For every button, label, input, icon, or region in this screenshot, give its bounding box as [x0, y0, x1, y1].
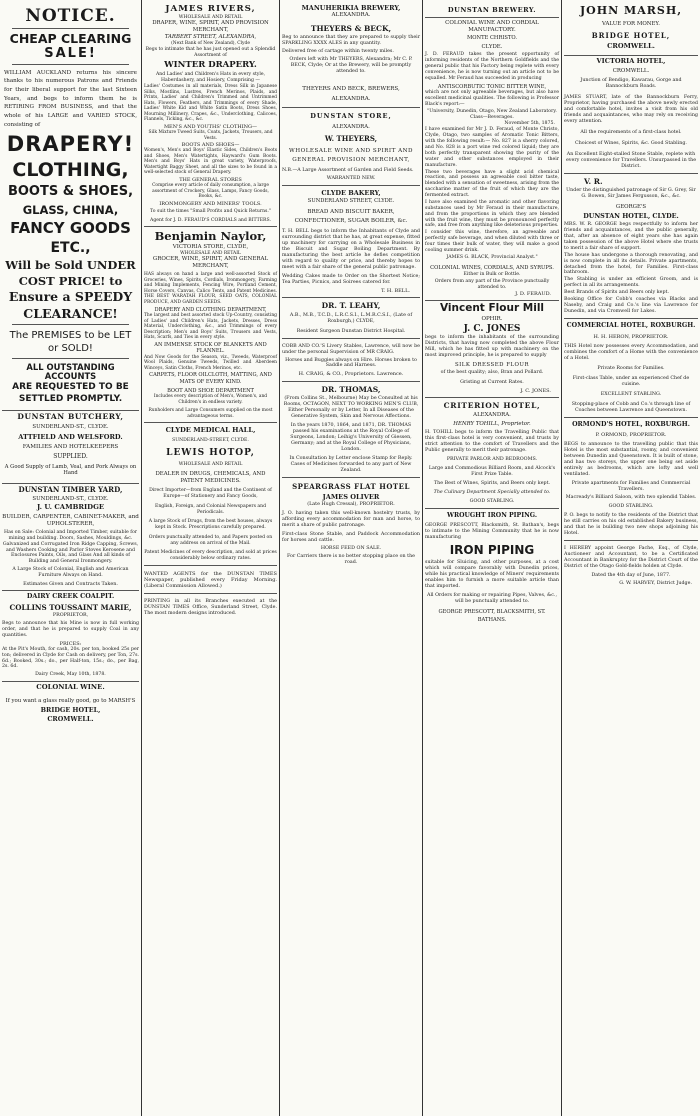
harvey-body: I HEREBY appoint George Fache, Esq., of Clyde, Auctioneer and Accountant, to be a Certificated Accountant in Bankruptcy for the District Court of the District of the Otago Gold-fields holden at Clyde. [564, 546, 698, 570]
rivers-address-2: (Next Bank of New Zealand), Clyde [171, 40, 250, 46]
flour-mill-town: OPHIR. [481, 315, 503, 322]
brewery-title: MANUHERIKIA BREWERY, [301, 4, 401, 12]
thomas-body: (From Collins St., Melbourne) May be Consulted at his Rooms, OCTAGON, NEXT TO WORKING MEN'S CLUB, Either Personally or by Letter, In all Diseases of the Generative System, Skin and Nervous Affections. [283, 395, 419, 419]
hotop-trade: DEALER IN DRUGS, CHEMICALS, AND PATENT MEDICINES. [155, 470, 266, 484]
brewery-town: ALEXANDRA. [331, 12, 371, 19]
naylor-name: Benjamin Naylor, [154, 229, 267, 244]
dr-thomas-ad [282, 382, 420, 478]
mens-heading: MEN'S AND YOUTHS' CLOTHING— [163, 123, 258, 130]
speargrass-carriers: For Carriers there is no better stopping place on the road. [286, 553, 415, 565]
cordial-body: J. D. FERAUD takes the present opportunity of informing residents of the Northern Goldfields and the general public that his Factory being replete with every convenience, he is now turning out an article not to be equalled. Mr Feraud has succeeded in producing [425, 52, 559, 81]
ormond-private: Private apartments for Families and Commercial Travellers. [571, 480, 691, 492]
criterion-title: CRITERION HOTEL, [443, 401, 541, 411]
criterion-billiards: Large and Commodious Billiard Room, and Alcock's First Prize Table. [428, 465, 556, 477]
marsh-name: JOHN MARSH, [579, 4, 683, 17]
naylor-store: VICTORIA STORE, CLYDE, [172, 243, 249, 250]
criterion-town: ALEXANDRA. [473, 412, 511, 419]
dunstan-brewery-title: DUNSTAN BREWERY. [447, 6, 537, 14]
agents-wanted-ad [144, 566, 277, 594]
jones-signature: J. C. JONES. [520, 387, 551, 394]
harvey-date: Dated the 4th day of June, 1877. [591, 573, 671, 579]
jones-body: begs to inform the inhabitants of the surrounding Districts, that having now completed the above Flour Mill, which he has fitted up with machinery on the most improved principle, he is prepared to supply [425, 335, 559, 359]
sold-line-3: Ensure a SPEEDY [8, 289, 133, 305]
naylor-body: HAS always on hand a large and well-assorted Stock of Groceries, Wines, Spirits, Cordials, Ironmongery, Farming and Mining Implements, Fencing Wire, Portland Cement, Horse Covers, Canvas, Calico Tents, and Patent Medicines. THE BEST WARATAH FLOUR, SEED OATS, COLONIAL PRODUCE, AND GARDEN SEEDS. [144, 272, 277, 305]
commercial-stabling: EXCELLENT STABLING. [600, 391, 662, 397]
hotop-orders: Orders punctually attended to, and Papers posted on any address on arrival of the Mail. [148, 534, 273, 546]
george-body-2: The house has undergone a thorough renovating, and is now complete in all its details. Private apartments, detached from the hotel, for Families. First-class bathroom. [564, 252, 698, 276]
cordial-address: MONTE CHRISTO. [466, 35, 518, 41]
butchery-supplied: SUPPLIED. [53, 453, 88, 461]
thomas-consult: In Consultation by Letter enclose Stamp for Reply. Cases of Medicines forwarded to any part of New Zealand. [289, 455, 413, 473]
dunstan-store-ad [282, 108, 420, 185]
vr-mark: V. R. [584, 176, 603, 186]
sold-line-2: COST PRICE! to [18, 273, 123, 288]
coalpit-owner: COLLINS TOUSSAINT MARIE, [9, 603, 132, 613]
boots-body: Women's, Men's and Boys' Elastic Sides, Children's Boots and Shoes, Men's Watertights, Hayward's Gum Boots. Men's and Boys' Hats in great variety, Waterproofs, Watertight Baggy Sheet, and all the sizes to be found in a well-selected stock of General Drapery. [144, 148, 277, 176]
theyers-beck-name: THEYERS & BECK, [310, 24, 392, 34]
ormond-hotel-ad [564, 418, 698, 541]
butchery-address: SUNDERLAND-ST., CLYDE. [32, 424, 109, 431]
boots-shoes-heading: BOOTS & SHOES, [7, 184, 134, 200]
university-class: Class—Beverages. [470, 114, 514, 120]
antiscorbutic-body: which are not only agreeable beverages, but also have excellent medicinal qualities. The following is Professor Black's report:— [425, 90, 559, 107]
rivers-intro: Begs to intimate that he has just opened out a Splendid Assortment of [145, 47, 276, 58]
winter-drapery-heading: WINTER DRAPERY. [164, 59, 257, 70]
hotop-name: LEWIS HOTOP, [166, 448, 255, 459]
accounts-line-1: ALL OUTSTANDING ACCOUNTS [26, 361, 115, 382]
general-stores-body: Comprise every article of daily consumption, a large assortment of Crockery, Glass, Lamps, Fancy Goods, Books, &c. [152, 183, 269, 200]
iron-piping-heading: IRON PIPING [449, 542, 535, 557]
cobb-signature: H. CRAIG, & CO., Proprietors. Lawrence. [298, 371, 404, 378]
column-3 [280, 0, 422, 1116]
thomas-name: DR. THOMAS, [321, 384, 381, 394]
wine-hotel: BRIDGE HOTEL, [40, 706, 101, 715]
victoria-junction: Junction of Bendigo, Kawarau, Gorge and Bannockburn Roads. [580, 77, 682, 89]
clothing-heading: CLOTHING, [12, 159, 129, 182]
victoria-hotel-ad [564, 56, 698, 174]
manuherikia-brewery-ad [282, 3, 420, 108]
university-report-4: I consider this wine, therefore, an agreeable and perfectly safe beverage, and when diluted with three or four times their bulk of water, they will make a good cooling summer drink. [425, 230, 559, 253]
colonial-wine-ad [2, 682, 139, 726]
victoria-town: CROMWELL. [612, 68, 650, 75]
iron-piping-body: suitable for Sluicing, and other purposes, at a cost which will compare favorably with Dunedin prices, while his practical knowledge of Miners' requirements enables him to furnish a more suitable article than that imported. [425, 559, 559, 589]
timber-title: DUNSTAN TIMBER YARD, [18, 484, 123, 494]
speargrass-name: JAMES OLIVER [322, 493, 380, 502]
sale-heading: SALE! [44, 46, 97, 62]
commercial-title: COMMERCIAL HOTEL, ROXBURGH. [566, 322, 696, 330]
ormond-bakery: P. O. begs to notify to the residents of the District that he still carries on his old established Bakery business, and that he is building two new shops adjoining his Hotel. [564, 513, 698, 537]
ironmongery-heading: IRONMONGERY AND MINERS' TOOLS. [159, 200, 262, 207]
province-orders: Orders from any part of the Province punctually attended to. [434, 279, 550, 290]
rivers-sub: And Ladies' and Children's Hats in every style, Haberdashery, and Hosiery, Comprising — [155, 71, 266, 83]
vincent-flour-mill-ad [425, 301, 559, 398]
marsh-value: VALUE FOR MONEY. [602, 21, 660, 28]
commercial-body: THIS Hotel now possesses every Accommodation, and combines the comfort of a Home with the convenience of a Hotel. [564, 344, 698, 362]
ormond-proprietor: P. ORMOND, PROPRIETOR. [595, 432, 667, 439]
dunstan-store-warranted: WARRANTED NEW. [326, 175, 376, 181]
dunstan-store-seeds: N.B.—A Large Assortment of Garden and Field Seeds. [282, 167, 414, 173]
fancy-goods-heading: FANCY GOODS [10, 219, 131, 238]
runholders-note: Runholders and Large Consumers supplied on the most advantageous terms. [148, 408, 273, 419]
cobb-body: COBB AND CO.'S Livery Stables, Lawrence, will now be under the personal Supervision of MR CRAIG. [282, 343, 420, 355]
coalpit-body: Begs to announce that his Mine is now in full working order, and that he is prepared to supply Coal in any quantities. [2, 620, 139, 638]
cobb-livery-ad [282, 339, 420, 382]
etc-heading: ETC., [50, 239, 91, 256]
george-brands: Best Brands of Spirits and Beers only kept. [564, 290, 669, 296]
rivers-body: Ladies' Costumes in all materials, Dress Silk in Japanese Silks, Mostlins, Lustres, French Merinos, Plaids, and Prints, Ladies' and Children's Trimmed and Untrimmed Hats, Flowers, Feathers, and Trimmings of every Shade, Ladies' White Kid and White Satin Boots, Dress Shoes, Mourning Millinery, Crapes, &c., Underclothing, Calicoes, Flannels, Ticking, &c., &c. [144, 84, 277, 123]
stuart-body: JAMES STUART, late of the Bannockburn Ferry, Proprietor, having purchased the above newly erected and comfortable hotel, invites a visit from his old friends and acquaintances, who may rely on receiving every attention. [564, 94, 698, 124]
commercial-hotel-ad [564, 319, 698, 418]
naylor-ad [144, 227, 277, 423]
leahy-surgeon: Resident Surgeon Dunstan District Hospital. [296, 328, 406, 334]
glass-china-heading: GLASS, CHINA, [22, 202, 119, 217]
dunstan-store-town: ALEXANDRA. [332, 124, 370, 131]
criterion-hotel-ad [425, 398, 559, 509]
speargrass-feed: HORSE FEED ON SALE. [320, 545, 382, 551]
column-1 [0, 0, 141, 1116]
criterion-proprietor: HENRY TOHILL, Proprietor. [453, 421, 531, 428]
mens-body: Silk Mixture Tweed Suits, Coats, Jackets, Trousers, and Vests. [148, 130, 273, 141]
iron-piping-orders: All Orders for making or repairing Pipes, Valves, &c., will be punctually attended to. [427, 592, 557, 604]
coalpit-title: DAIRY CREEK COALPIT. [26, 592, 115, 601]
dunstan-brewery-ad [425, 3, 559, 18]
speargrass-stable: First-class Stone Stable, and Paddock Accommodation for horses and cattle. [282, 531, 420, 543]
dunstan-hotel-title: DUNSTAN HOTEL, CLYDE. [583, 211, 679, 220]
boot-dept-heading: BOOT AND SHOE DEPARTMENT [167, 387, 254, 394]
butchery-title: DUNSTAN BUTCHERY, [17, 412, 124, 422]
medical-hall-address: SUNDERLAND-STREET, CLYDE. [172, 437, 249, 443]
prescott-body: GEORGE PRESCOTT, Blacksmith, St. Bathan's, begs to intimate to the Mining Community that he is now manufacturing [425, 522, 559, 540]
dr-leahy-ad [282, 298, 420, 338]
printing-ad [144, 594, 277, 620]
timber-body: Has on Sale: Colonial and Imported Timber, suitable for mining and building. Doors, Sashes, Mouldings, &c. Galvanized and Corrugated Iron Ridge Capping, Screws, and Washers Cooking and Parlor Stoves Kerosene and Enclosures Paints, Oils, and Glass And all kinds of Building and General Ironmongery. [2, 529, 139, 565]
university-report-3: I have also examined the aromatic and other flavoring substances used by Mr Feraud in their manufacture, and from the proportions in which they are blended with the fruit wine, they must be pronounced perfectly safe, and free from anything like deleterious properties. [425, 199, 559, 229]
hotop-patent: Patent Medicines of every description, and sold at prices considerably below ordinary rates. [144, 550, 277, 562]
theyers-beck-orders: Orders left with Mr THEYERS, Alexandra; Mr C. P. BECK, Clyde; Or at the Brewery, will be promptly attended to. [289, 57, 413, 75]
coalpit-proprietor: PROPRIETOR, [52, 612, 89, 618]
coalpit-date: Dairy Creek, May 10th, 1878. [35, 672, 106, 678]
ormond-billiards: Macready's Billiard Saloon, with two splendid Tables. [565, 495, 697, 501]
criterion-parlor: PRIVATE PARLOR AND BEDROOMS. [446, 456, 538, 462]
ormond-stabling: GOOD STABLING. [608, 504, 654, 510]
drapery-heading: DRAPERY! [6, 132, 135, 157]
silk-dressed-flour: SILK DRESSED FLOUR [454, 362, 530, 369]
butchery-families: FAMILIES AND HOTELKEEPERS [22, 444, 119, 451]
agents-wanted-body: WANTED AGENTS for the DUNSTAN TIMES Newspaper, published every Friday Morning. (Liberal Commission Allowed.) [144, 570, 277, 590]
feraud-cordial-ad [425, 18, 559, 301]
general-stores-heading: THE GENERAL STORES [179, 176, 242, 183]
timber-trade: BUILDER, CARPENTER, CABINET-MAKER, and UPHOLSTERER, [2, 513, 139, 527]
john-marsh-ad [564, 3, 698, 56]
dunstan-butchery-ad [2, 411, 139, 484]
jones-name: J. C. JONES [463, 324, 521, 335]
ormond-body: BEGS to announce to the travelling public that this Hotel is the most substantial, roomy, and convenient between Dunedin and Queenstown. It is built of stone, and has two storeys, the upper one being set aside entirely as bedrooms, which are lofty and well ventilated. [564, 441, 698, 477]
gristing-rates: Gristing at Current Rates. [460, 379, 524, 385]
thomas-body-2: In the years 1870, 1864, and 1871, DR. THOMAS passed his examinations at the Royal College of Surgeons, London; Leihig's University of Giessen, Germany; and at the Royal College of Physicians, London. [290, 422, 412, 452]
w-theyers-trade: WHOLESALE WINE AND SPIRIT AND GENERAL PROVISION MERCHANT, [288, 147, 414, 163]
auckland-notice-ad [2, 3, 139, 411]
dunstan-hotel-ad [564, 174, 698, 320]
bakery-body: T. H. BELL begs to inform the Inhabitants of Clyde and surrounding district that he has, at great expense, fitted up machinery for carrying on a Wholesale Business in the Biscuit and Sugar Boiling Department. By manufacturing the best article he defies competition with regard to quality or price, and thereby hopes to meet with a fair share of the general public patronage. [282, 229, 420, 271]
harvey-notice-ad [564, 541, 698, 590]
wrought-iron-title: WROUGHT IRON PIPING. [447, 511, 537, 519]
george-body-3: The Stabling is under an efficient Groom, and is perfect in all its arrangements. [564, 277, 698, 289]
drapery-dept-body: The largest and best assorted stock Up-Country, consisting of Ladies' and Children's Hats, Jackets, Dresses, Dress Material, Underclothing, &c., and Trimmings of every Description; Men's and Boys' Suits, Trousers and Vests, Hats, Scarfs, and Ties in every style. [144, 313, 277, 341]
medical-hall-title: CLYDE MEDICAL HALL, [165, 426, 256, 435]
bakery-trade: BREAD AND BISCUIT BAKER, CONFECTIONER, SUGAR BOILER, &c. [294, 209, 408, 225]
wine-body: If you want a glass really good, go to MARSH'S [5, 697, 136, 704]
georges-label: GEORGE'S [615, 203, 647, 210]
column-5 [562, 0, 700, 1116]
flour-mill-title: Vincent Flour Mill [439, 302, 545, 314]
blankets-heading: AN IMMENSE STOCK OF BLANKETS AND FLANNEL. [154, 341, 267, 355]
timber-body-2: A Large Stock of Colonial, English and American Furniture Always on Hand. [12, 567, 129, 579]
butchery-names: ATTFIELD AND WELSFORD. [18, 433, 123, 442]
hotop-drugs: A large Stock of Drugs, from the best houses, always kept in Stock. Prescriptions carefully prepared. [148, 519, 273, 531]
coalpit-ad [2, 591, 139, 682]
rivers-suit-times: To suit the times "Small Profits and Quick Returns." [150, 208, 271, 214]
wine-title: COLONIAL WINE. [36, 683, 105, 692]
marsh-town: CROMWELL. [607, 41, 655, 50]
sold-line-1: Will be Sold UNDER [5, 258, 136, 273]
carpets-heading: CARPETS, FLOOR OILCLOTH, MATTING, AND MATS OF EVERY KIND. [149, 372, 272, 385]
bulk-or-bottle: Either in Bulk or Bottle. [463, 272, 521, 278]
feraud-signature: J. D. FERAUD. [515, 290, 551, 297]
george-coaches: Booking Office for Cobb's coaches via Blacks and Naseby, and Craig and Co.'s line via Lawrence for Dunedin, and via Cromwell for Lakes. [564, 297, 698, 315]
naylor-trade: GROCER, WINE, SPIRIT, AND GENERAL MERCHANT, [152, 256, 269, 270]
leahy-qualifications: A.B., M.B., T.C.D., L.R.C.S.I., L.M.R.C.S.I., (Late of Roxburgh,) CLYDE, [289, 312, 413, 324]
accounts-line-3: SETTLED PROMPTLY. [18, 394, 123, 405]
theyers-beck-delivery: Delivered free of cartage within twenty miles. [282, 49, 394, 55]
leahy-name: DR. T. LEAHY, [321, 301, 381, 311]
notice-heading: NOTICE. [25, 6, 116, 26]
cordial-title: COLONIAL WINE AND CORDIAL MANUFACTORY. [445, 20, 539, 34]
victoria-requirements: All the requirements of a first-class hotel. [580, 129, 682, 135]
theyers-beck-signature: THEYERS AND BECK, BREWERS, ALEXANDRA. [302, 86, 400, 102]
premises-line-1: The PREMISES to be LET [9, 329, 132, 341]
premises-line-2: or SOLD! [48, 342, 93, 354]
criterion-best: The Best of Wines, Spirits, and Beers only kept. [433, 480, 551, 486]
rivers-agent: Agent for J. D. FERAUD'S CORDIALS and BITTERS. [150, 217, 271, 223]
silk-dressed-body: of the best quality; also, Bran and Pollard. [440, 370, 544, 375]
criterion-culinary: The Culinary Department Specially attended to. [433, 489, 551, 495]
new-goods-body: And Now Goods for the Season, viz., Tweeds, Waterproof Wool Plaids, Genuine Tweeds, Twilled and Aberdeen Winceys, Satin Cloths, French Merinos, etc. [144, 354, 277, 371]
clyde-bakery-ad [282, 186, 420, 299]
commercial-table: First-class Table, under an experienced Chef de cuisine. [572, 376, 690, 387]
theyers-beck-body: Beg to announce that they are prepared to supply their SPARKLING XXXX ALES in any quantity. [282, 35, 420, 47]
coalpit-prices: At the Pit's Mouth, for cash, 20s. per ton, booked 25s per ton; delivered in Clyde for Cash on delivery, per Ton, 27s. 6d.; Booked, 30s.; do., per Half-ton, 15s.; do., per Bag, 2s. 6d. [2, 646, 139, 670]
cheap-clearing-heading: CHEAP CLEARING [9, 30, 132, 46]
boots-heading: BOOTS AND SHOES— [181, 142, 240, 149]
ormond-title: ORMOND'S HOTEL, ROXBURGH. [572, 420, 690, 428]
column-4 [423, 0, 561, 1116]
rivers-trade: DRAPER, WINE, SPIRIT, AND PROVISION MERCHANT, [152, 20, 269, 34]
cordial-town: CLYDE. [481, 43, 503, 50]
victoria-stable: An Excellent Eight-stalled Stone Stable, replete with every convenience for Travellers. Unsurpassed in the District. [565, 151, 697, 169]
speargrass-hotel-ad [282, 478, 420, 569]
prescott-signature: GEORGE PRESCOTT, BLACKSMITH, ST. BATHANS. [438, 608, 546, 623]
george-body: MRS. W. R. GEORGE begs respectfully to inform her friends and acquaintances, and the public generally, that, after an absence of eight years she has again taken possession of the above Hotel where she trusts to merit a fair share of support. [564, 221, 698, 251]
bakery-signature: T. H. BELL. [381, 288, 410, 295]
rivers-name: JAMES RIVERS, [165, 4, 256, 14]
harvey-signature: G. W. HARVEY, District Judge. [619, 581, 692, 587]
butchery-body: A Good Supply of Lamb, Veal, and Pork Always on Hand [4, 463, 137, 477]
printing-body: PRINTING in all its Branches executed at the DUNSTAN TIMES Office, Sunderland Street, Clyde. The most modern designs introduced. [144, 598, 277, 616]
cobb-horses: Horses and Buggies always on Hire. Horses broken to Saddle and Harness. [285, 357, 417, 369]
university-date: November 5th, 1875. [504, 120, 555, 126]
coalpit-prices-heading: PRICES: [59, 640, 82, 647]
dunstan-store-title: DUNSTAN STORE, [310, 112, 392, 121]
timber-address: SUNDERLAND-ST., CLYDE. [32, 495, 109, 502]
commercial-proprietor: H. H. HERON, PROPRIETOR. [593, 333, 669, 340]
university-report-2: These two beverages have a slight acid chemical reaction, and possess an agreeable cool bitter taste, blended with a sensation of sweetness, arising from the saccharine matter of the fruit of which they are the fermented extract. [425, 169, 559, 198]
victoria-choice: Choicest of Wines, Spirits, &c. Good Stabling. [575, 140, 687, 146]
timber-yard-ad [2, 484, 139, 591]
hotop-importer: Direct Importer—from England and the Continent of Europe—of Stationery and Fancy Goods, [149, 488, 272, 500]
commercial-stop: Stopping-place of Cobb and Co.'s through line of Coaches between Lawrence and Queenstown. [571, 401, 691, 413]
patronage-line: Under the distinguished patronage of Sir G. Grey, Sir G. Bowen, Sir James Fergusson, &c., &c. [566, 187, 696, 199]
w-theyers-name: W. THEYERS, [324, 134, 378, 144]
speargrass-body: J. O. having taken this well-known hostelry trusts, by affording every accommodation for man and horse, to merit a share of public patronage. [282, 510, 420, 528]
analyst-signature: JAMES G. BLACK, Provincial Analyst." [446, 254, 538, 260]
auckland-body: WILLIAM AUCKLAND returns his sincere thanks to his numerous Patrons and Friends for their liberal support for the last Sixteen Years, and begs to inform them he is RETIRING FROM BUSINESS, and that the whole of his LARGE and VARIED STOCK, consisting of [4, 69, 137, 128]
accounts-line-2: ARE REQUESTED TO BE [12, 382, 129, 393]
boot-dept-body: Includes every description of Men's, Women's, and Children's in endless variety. [153, 394, 268, 405]
criterion-body: H. TOHILL begs to inform the Travelling Public that this first-class hotel is very convenient, and trusts by strict attention to the comfort of Travellers and the Public generally to merit their patronage. [425, 429, 559, 453]
university-heading: "University, Dunedin, Otago, New Zealand Laboratory. [427, 108, 557, 114]
victoria-title: VICTORIA HOTEL, [596, 56, 666, 65]
criterion-stabling: GOOD STABLING. [469, 498, 515, 504]
wines-cordials-heading: COLONIAL WINES, CORDIALS, AND SYRUPS. [430, 264, 554, 271]
iron-piping-ad [425, 509, 559, 627]
bakery-address: SUNDERLAND STREET, CLYDE. [307, 197, 395, 204]
hotop-papers: English, Foreign, and Colonial Newspapers and Periodicals. [154, 503, 267, 515]
antiscorbutic-heading: ANTISCORBUTIC TONIC BITTER WINE, [437, 83, 547, 90]
university-report-1: I have examined for Mr J. D. Feraud, of Monte Christo, Clyde, Otago, two samples of Aromatic Tonic Bitters, with the following result:— No. 827 is a sherry colored, and No. 828 is a port wine red colored liquid; they are both perfectly transparent showing the purity of the water and other substances employed in their manufacture. [425, 127, 559, 168]
wine-town: CROMWELL. [47, 715, 94, 724]
rivers-address: TARBERT STREET, ALEXANDRA, [164, 33, 257, 40]
james-rivers-ad [144, 3, 277, 227]
drapery-dept-heading: DRAPERY AND CLOTHING DEPARTMENT, [154, 307, 267, 314]
speargrass-late: (Late Hugh Cressal), PROPRIETOR. [307, 501, 395, 507]
column-2 [142, 0, 279, 1116]
sold-line-4: CLEARANCE! [23, 306, 118, 322]
medical-hall-ad [144, 423, 277, 566]
marsh-hotel: BRIDGE HOTEL, [591, 30, 671, 40]
bakery-title: CLYDE BAKERY, [321, 188, 381, 197]
commercial-rooms: Private Rooms for Families. [597, 366, 665, 372]
bakery-cakes: Wedding Cakes made to Order on the Shortest Notice; Tea Parties, Picnics, and Soirees catered for. [282, 274, 420, 286]
hotop-wholesale: WHOLESALE AND RETAIL [178, 462, 243, 468]
naylor-wholesale: WHOLESALE AND RETAIL [180, 250, 241, 256]
timber-name: J. U. CAMBRIDGE [36, 503, 105, 512]
rivers-wholesale: WHOLESALE AND RETAIL [178, 14, 243, 20]
timber-estimates: Estimates Given and Contracts Taken. [23, 580, 118, 587]
speargrass-title: SPEARGRASS FLAT HOTEL [292, 481, 410, 491]
